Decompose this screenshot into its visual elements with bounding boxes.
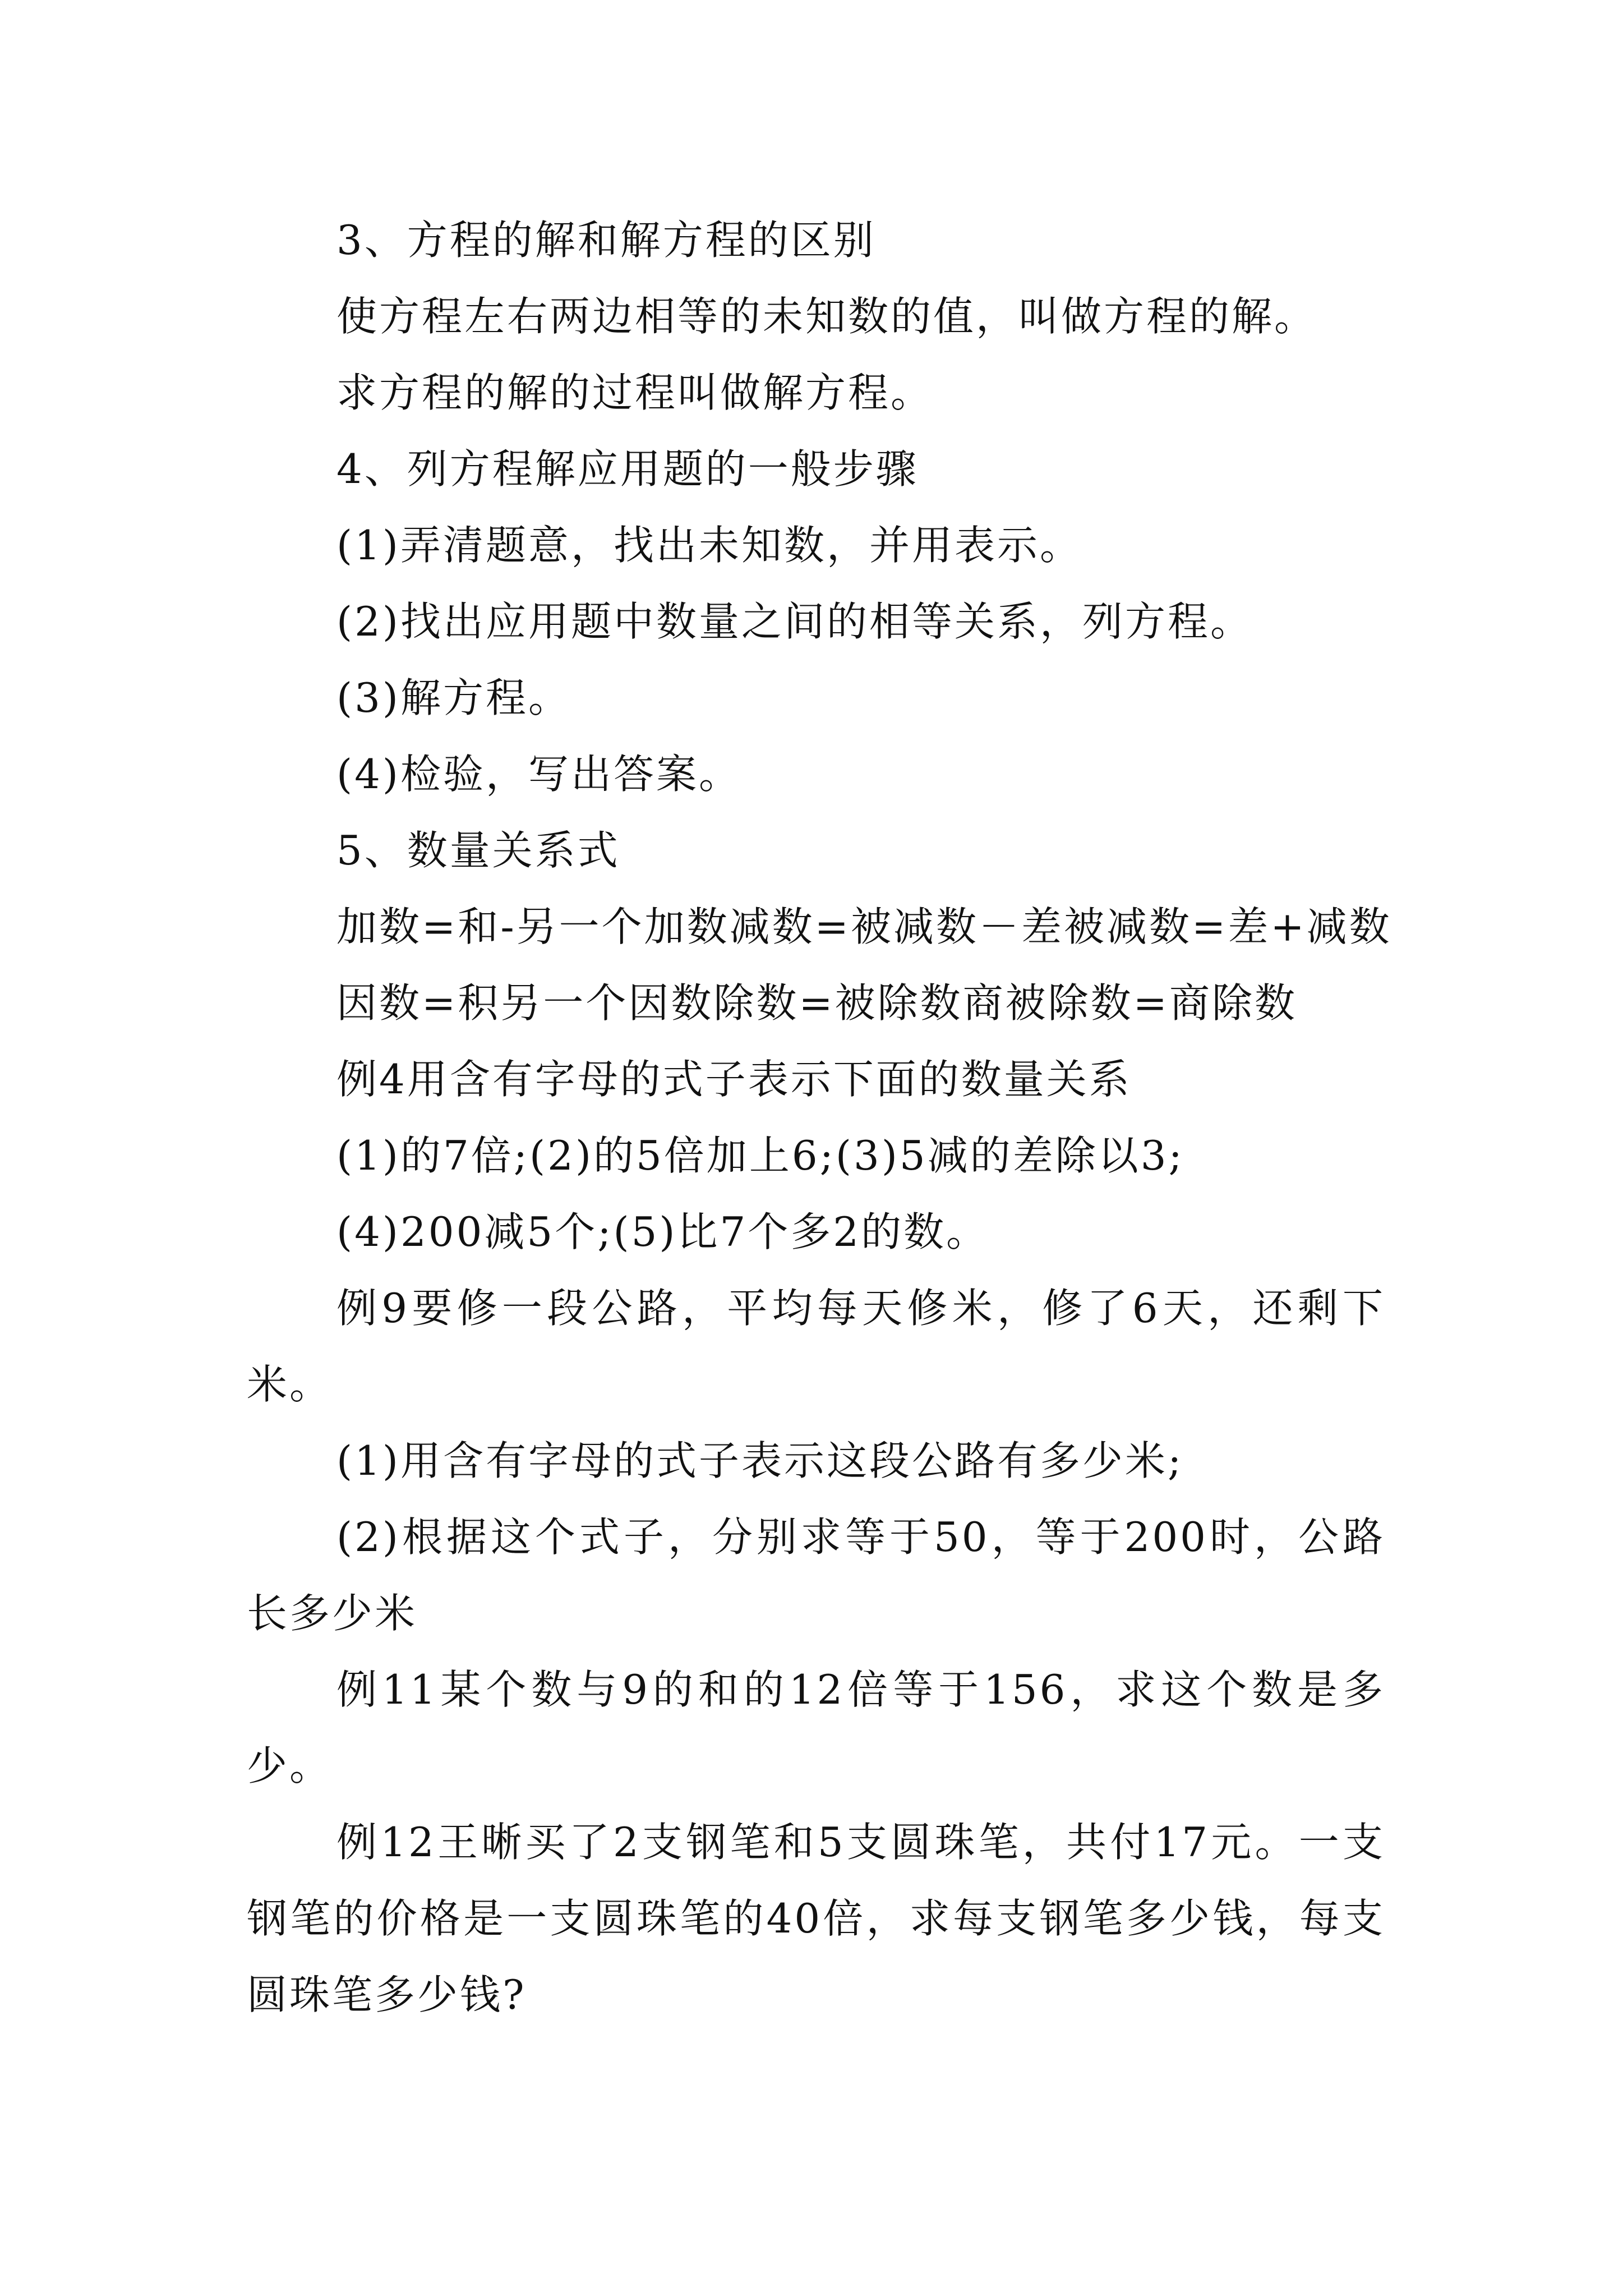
formula-line: 因数=积另一个因数除数=被除数商被除数=商除数 <box>336 979 1297 1027</box>
example-paragraph: (1)用含有字母的式子表示这段公路有多少米; <box>336 1437 1184 1484</box>
formula-line: 加数=和-另一个加数减数=被减数－差被减数=差+减数 <box>336 903 1392 950</box>
step-line: (1)弄清题意，找出未知数，并用表示。 <box>336 522 1082 569</box>
example-paragraph: 例12王晰买了2支钢笔和5支圆珠笔，共付17元。一支钢笔的价格是一支圆珠笔的40倍，求每支钢笔多少钱，每支圆珠笔多少钱? <box>247 1819 1385 2018</box>
example-paragraph: 例9要修一段公路，平均每天修米，修了6天，还剩下米。 <box>247 1285 1385 1408</box>
heading-4: 4、列方程解应用题的一般步骤 <box>336 445 919 493</box>
heading-5: 5、数量关系式 <box>336 827 620 874</box>
step-line: (4)检验，写出答案。 <box>336 751 741 798</box>
example-line: (1)的7倍;(2)的5倍加上6;(3)5减的差除以3; <box>336 1132 1184 1179</box>
example-line: (4)200减5个;(5)比7个多2的数。 <box>336 1208 989 1255</box>
example-paragraph: (2)根据这个式子，分别求等于50，等于200时，公路长多少米 <box>247 1513 1385 1637</box>
text-line: 求方程的解的过程叫做解方程。 <box>336 369 934 416</box>
document-body <box>247 202 1392 2033</box>
example-paragraph: 例11某个数与9的和的12倍等于156，求这个数是多少。 <box>247 1666 1385 1789</box>
heading-3: 3、方程的解和解方程的区别 <box>336 217 876 264</box>
step-line: (3)解方程。 <box>336 674 571 721</box>
step-line: (2)找出应用题中数量之间的相等关系，列方程。 <box>336 598 1253 645</box>
example-line: 例4用含有字母的式子表示下面的数量关系 <box>336 1056 1132 1103</box>
text-line: 使方程左右两边相等的未知数的值，叫做方程的解。 <box>336 293 1317 340</box>
